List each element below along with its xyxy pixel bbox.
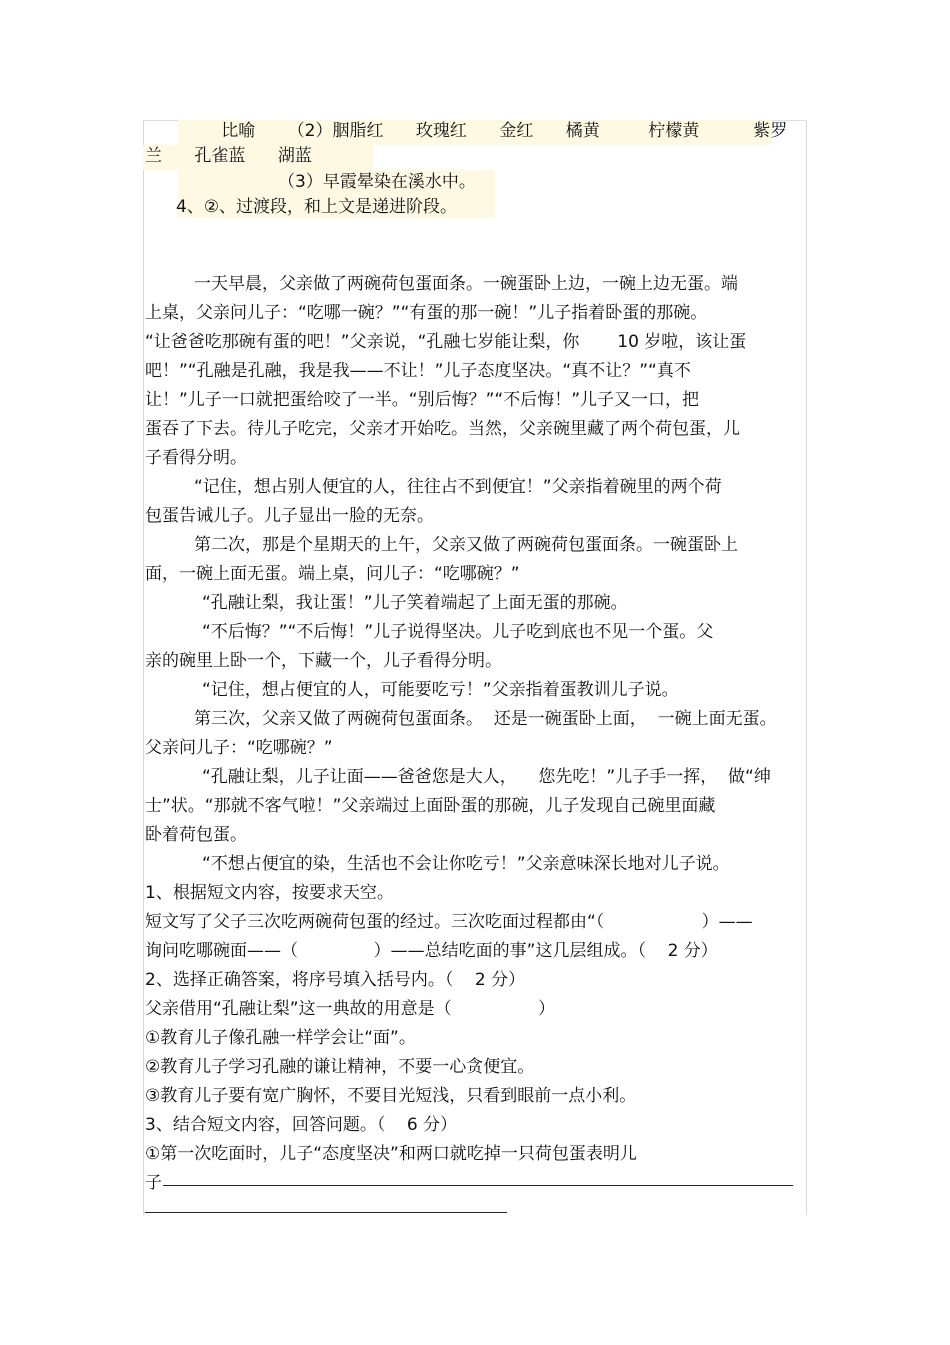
page-frame-left <box>143 120 144 1215</box>
story-line: 士”状。“那就不客气啦！”父亲端过上面卧蛋的那碗，儿子发现自己碗里面藏 <box>145 796 716 816</box>
answer-line-paragraph: 4、②、过渡段，和上文是递进阶段。 <box>176 197 458 217</box>
question-2-text: 父亲借用“孔融让梨”这一典故的用意是（ ） <box>145 999 556 1019</box>
story-line: “让爸爸吃那碗有蛋的吧！”父亲说，“孔融七岁能让梨，你 10 岁啦，该让蛋 <box>145 332 747 352</box>
question-3-text: 子 <box>145 1173 162 1193</box>
story-line: 第三次，父亲又做了两碗荷包蛋面条。 还是一碗蛋卧上面， 一碗上面无蛋。 <box>194 709 777 729</box>
question-1-text: 询问吃哪碗面——（ ）——总结吃面的事”这几层组成。（ 2 分） <box>145 941 718 961</box>
question-2-heading: 2、选择正确答案，将序号填入括号内。（ 2 分） <box>145 970 526 990</box>
story-line: 吧！”“孔融是孔融，我是我——不让！”儿子态度坚决。“真不让？”“真不 <box>145 361 691 381</box>
answer-line-colors-cont: 兰 孔雀蓝 湖蓝 <box>145 146 312 166</box>
question-3-text: ①第一次吃面时，儿子“态度坚决”和两口就吃掉一只荷包蛋表明儿 <box>145 1144 637 1164</box>
story-line: 父亲问儿子：“吃哪碗？” <box>145 738 333 758</box>
story-line: “不后悔？”“不后悔！”儿子说得坚决。儿子吃到底也不见一个蛋。父 <box>202 622 714 642</box>
story-line: 一天早晨，父亲做了两碗荷包蛋面条。一碗蛋卧上边，一碗上边无蛋。端 <box>194 274 738 294</box>
story-line: 第二次，那是个星期天的上午，父亲又做了两碗荷包蛋面条。一碗蛋卧上 <box>194 535 738 555</box>
story-line: “孔融让梨，我让蛋！”儿子笑着端起了上面无蛋的那碗。 <box>202 593 628 613</box>
answer-blank-line[interactable] <box>145 1212 507 1213</box>
story-line: 上桌，父亲问儿子：“吃哪一碗？”“有蛋的那一碗！”儿子指着卧蛋的那碗。 <box>145 303 708 323</box>
answer-blank-line[interactable] <box>163 1185 793 1186</box>
story-line: “孔融让梨，儿子让面——爸爸您是大人， 您先吃！”儿子手一挥， 做“绅 <box>202 767 771 787</box>
story-line: 蛋吞了下去。待儿子吃完，父亲才开始吃。当然，父亲碗里藏了两个荷包蛋，儿 <box>145 419 740 439</box>
story-line: “不想占便宜的染，生活也不会让你吃亏！”父亲意味深长地对儿子说。 <box>202 854 730 874</box>
question-1-heading: 1、根据短文内容，按要求天空。 <box>145 883 394 903</box>
story-line: 子看得分明。 <box>145 448 247 468</box>
question-3-heading: 3、结合短文内容，回答问题。（ 6 分） <box>145 1115 458 1135</box>
question-2-option-1: ①教育儿子像孔融一样学会让“面”。 <box>145 1028 416 1048</box>
question-1-text: 短文写了父子三次吃两碗荷包蛋的经过。三次吃面过程都由“（ ）—— <box>145 912 753 932</box>
question-2-option-3: ③教育儿子要有宽广胸怀，不要目光短浅，只看到眼前一点小利。 <box>145 1086 637 1106</box>
story-line: 面，一碗上面无蛋。端上桌，问儿子：“吃哪碗？” <box>145 564 520 584</box>
story-line: 卧着荷包蛋。 <box>145 825 247 845</box>
answer-line-sentence: （3）早霞晕染在溪水中。 <box>278 172 476 192</box>
story-line: 亲的碗里上卧一个，下藏一个，儿子看得分明。 <box>145 651 502 671</box>
page-frame-right <box>806 120 807 1215</box>
story-line: “记住，想占便宜的人，可能要吃亏！”父亲指着蛋教训儿子说。 <box>202 680 679 700</box>
answer-line-colors: 比喻 （2）胭脂红 玫瑰红 金红 橘黄 柠檬黄 紫罗 <box>178 121 788 141</box>
story-line: “记住，想占别人便宜的人，往往占不到便宜！”父亲指着碗里的两个荷 <box>194 477 722 497</box>
question-2-option-2: ②教育儿子学习孔融的谦让精神，不要一心贪便宜。 <box>145 1057 535 1077</box>
story-line: 让！”儿子一口就把蛋给咬了一半。“别后悔？”“不后悔！”儿子又一口，把 <box>145 390 700 410</box>
story-line: 包蛋告诫儿子。儿子显出一脸的无奈。 <box>145 506 434 526</box>
